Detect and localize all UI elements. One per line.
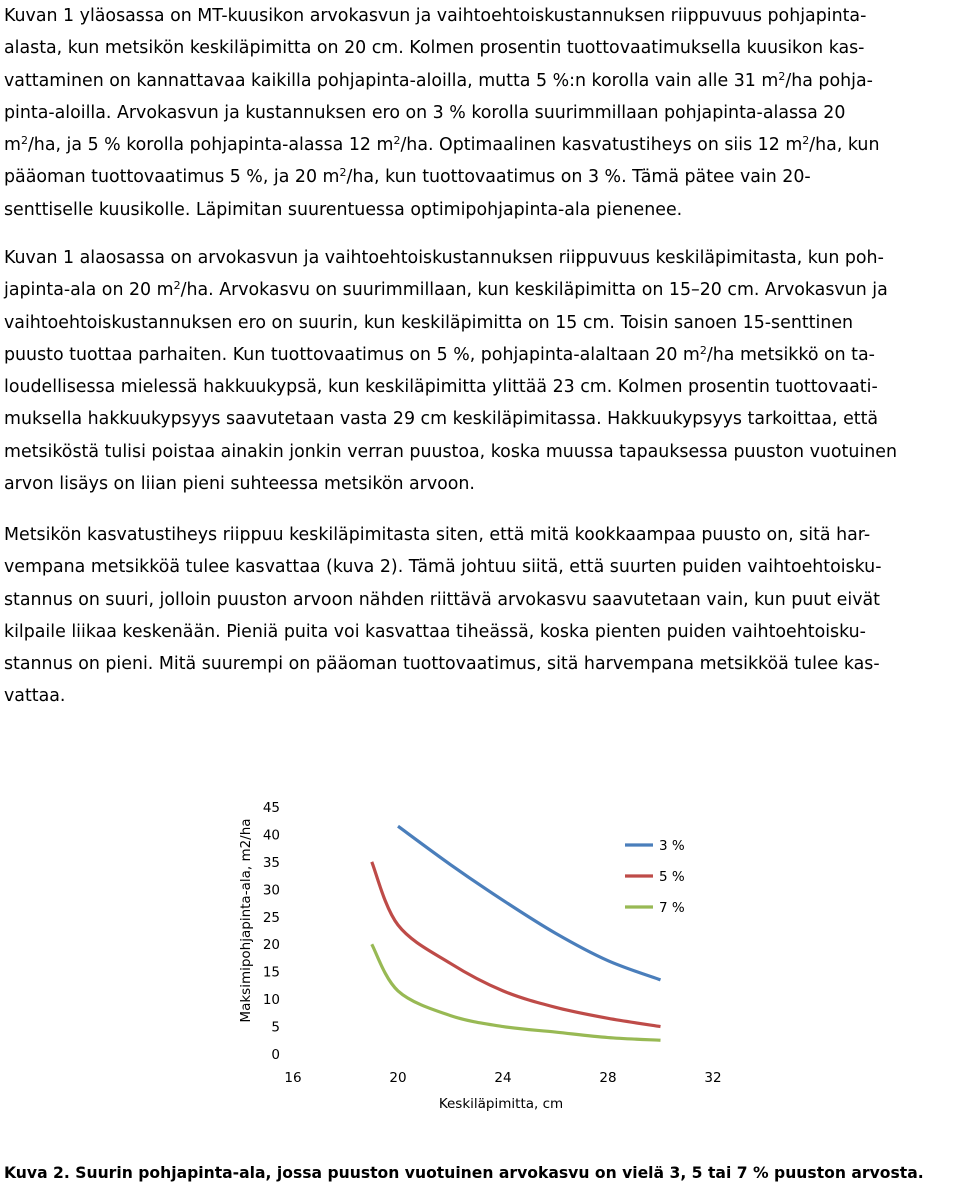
legend-label: 5 % [659,869,685,885]
text-line [4,129,954,161]
figure-caption [4,1164,954,1182]
y-tick-label: 15 [262,964,280,981]
text-line [4,274,954,306]
text-span: japinta-ala on 20 m [4,280,174,301]
text-line [4,436,954,468]
superscript: 2 [20,134,28,148]
legend-label: 3 % [659,838,685,854]
paragraph-3 [4,519,954,713]
superscript: 2 [393,134,401,148]
superscript: 2 [173,279,181,293]
x-tick-label: 32 [704,1070,722,1086]
text-span: Kuvan 1 yläosassa on MT-kuusikon arvokasvun ja vaihtoehtoiskustannuksen riippuvuus pohjapinta- [4,6,867,26]
text-span: stannus on suuri, jolloin puuston arvoon nähden riittävä arvokasvu saavutetaan vain, kun puut eivät [4,589,880,610]
text-span: pääoman tuottovaatimus 5 %, ja 20 m [4,167,340,188]
line-chart [0,790,960,1120]
caption-text: Suurin pohjapinta-ala, jossa puuston vuotuinen arvokasvu on vielä 3, 5 tai 7 % puuston arvosta. [69,1164,924,1182]
text-line [4,371,954,403]
text-span: /ha, ja 5 % korolla pohjapinta-alassa 12 m [27,135,394,156]
y-tick-label: 35 [262,854,280,871]
x-tick-label: 24 [494,1070,512,1086]
chart-figure [0,790,960,1120]
text-span: muksella hakkuukypsyys saavutetaan vasta 29 cm keskiläpimitassa. Hakkuukypsyys tarkoittaa, että [4,409,879,430]
y-tick-label: 25 [262,909,280,926]
superscript: 2 [778,69,786,83]
text-line [4,616,954,648]
x-axis-title: Keskiläpimitta, cm [438,1096,564,1112]
text-span: puusto tuottaa parhaiten. Kun tuottovaatimus on 5 %, pohjapinta-alaltaan 20 m [4,344,700,365]
text-line [4,65,954,97]
text-line [4,648,954,680]
text-line [4,194,954,226]
text-span: vattaminen on kannattavaa kaikilla pohjapinta-aloilla, mutta 5 %:n korolla vain alle 31 m [4,70,779,91]
text-line [4,468,954,500]
series-line-3 [372,944,661,1040]
text-span: loudellisessa mielessä hakkuukypsä, kun keskiläpimitta ylittää 23 cm. Kolmen prosentin tuottovaati- [4,377,878,398]
text-line [4,339,954,371]
text-span: arvon lisäys on liian pieni suhteessa metsikön arvoon. [4,474,475,495]
text-span: /ha pohja- [785,70,873,91]
superscript: 2 [699,343,707,357]
legend-label: 7 % [659,900,685,916]
text-span: metsiköstä tulisi poistaa ainakin jonkin verran puustoa, koska muussa tapauksessa puuston vuotuinen [4,441,897,462]
text-line [4,307,954,339]
text-span: Metsikön kasvatustiheys riippuu keskiläpimitasta siten, että mitä kookkaampaa puusto on, sitä har- [4,525,871,545]
text-line [4,584,954,616]
y-tick-label: 10 [262,992,280,1009]
text-span: senttiselle kuusikolle. Läpimitan suurentuessa optimipohjapinta-ala pienenee. [4,199,683,220]
text-span: /ha, kun tuottovaatimus on 3 %. Tämä pätee vain 20- [346,167,811,188]
paragraph-1 [4,0,954,226]
text-span: /ha. Optimaalinen kasvatustiheys on siis 12 m [400,135,803,156]
text-span: pinta-aloilla. Arvokasvun ja kustannuksen ero on 3 % korolla suurimmillaan pohjapinta-alassa 20 [4,102,846,123]
x-tick-label: 28 [599,1070,617,1086]
y-tick-label: 20 [262,937,280,954]
x-tick-label: 16 [284,1070,302,1086]
text-span: Kuvan 1 alaosassa on arvokasvun ja vaihtoehtoiskustannuksen riippuvuus keskiläpimitasta, kun poh- [4,248,884,268]
text-line [4,161,954,193]
text-line [4,97,954,129]
text-span: /ha. Arvokasvu on suurimmillaan, kun keskiläpimitta on 15–20 cm. Arvokasvun ja [180,280,888,301]
superscript: 2 [802,134,810,148]
y-tick-label: 45 [262,800,280,816]
paragraph-2 [4,242,954,500]
caption-label: Kuva 2. [4,1164,70,1182]
text-line [4,680,954,712]
text-line [4,403,954,435]
superscript: 2 [339,166,347,180]
y-axis-title: Maksimipohjapinta-ala, m2/ha [238,818,254,1023]
text-span: vaihtoehtoiskustannuksen ero on suurin, kun keskiläpimitta on 15 cm. Toisin sanoen 15-senttinen [4,312,854,333]
text-span: vempana metsikköä tulee kasvattaa (kuva 2). Tämä johtuu siitä, että suurten puiden vaihtoehtoisku- [4,557,882,578]
y-tick-label: 0 [271,1047,280,1063]
text-span: /ha, kun [809,135,880,156]
y-tick-label: 40 [262,827,280,844]
text-line [4,519,954,551]
y-tick-label: 5 [271,1019,280,1036]
text-line [4,32,954,64]
text-span: alasta, kun metsikön keskiläpimitta on 20 cm. Kolmen prosentin tuottovaatimuksella kuusikon kas- [4,38,865,59]
x-tick-label: 20 [389,1070,407,1086]
text-span: /ha metsikkö on ta- [706,344,875,365]
text-line [4,551,954,583]
text-span: vattaa. [4,686,66,707]
text-span: stannus on pieni. Mitä suurempi on pääoman tuottovaatimus, sitä harvempana metsikköä tulee kas- [4,654,880,675]
text-line [4,0,954,32]
text-line [4,242,954,274]
text-span: kilpaile liikaa keskenään. Pieniä puita voi kasvattaa tiheässä, koska pienten puiden vaihtoehtoisku- [4,621,866,642]
y-tick-label: 30 [262,882,280,899]
text-span: m [4,135,21,156]
